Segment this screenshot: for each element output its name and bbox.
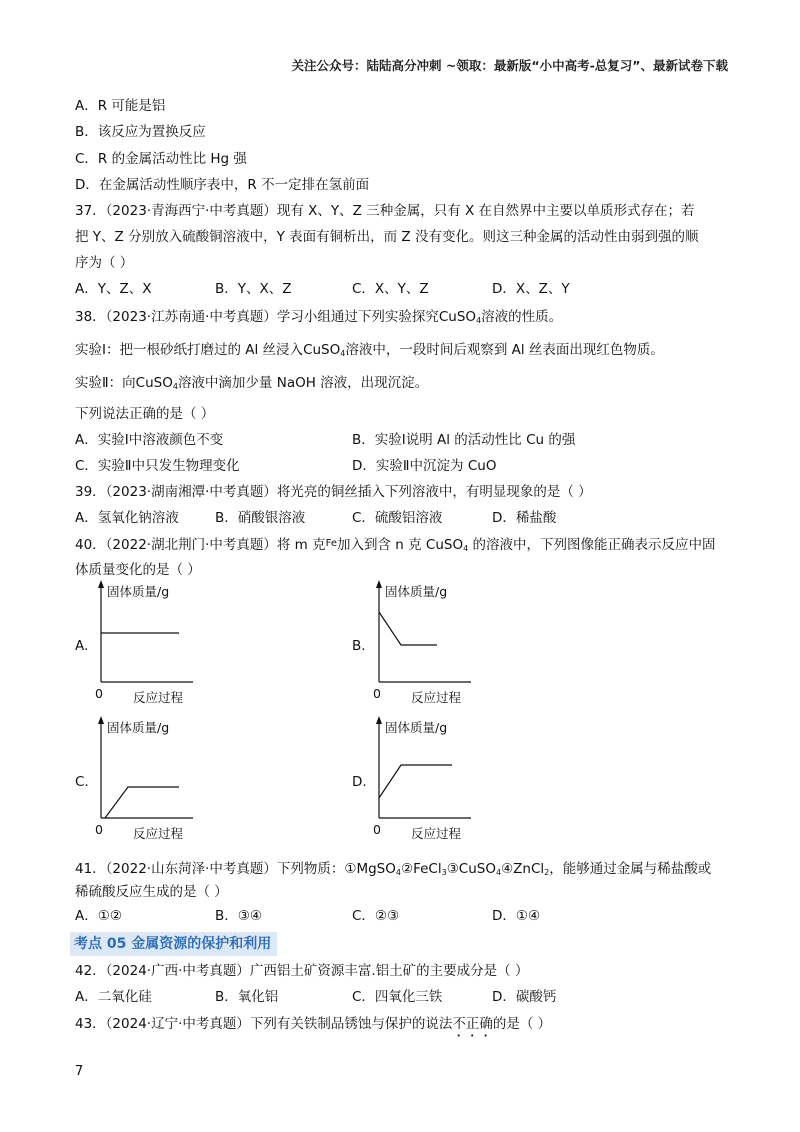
subscript: 4 bbox=[172, 382, 178, 391]
y-axis-label: 固体质量/g bbox=[107, 584, 170, 599]
q38-option-d: D．实验Ⅱ中沉淀为 CuO bbox=[352, 458, 497, 474]
graph-c-label: C. bbox=[75, 774, 89, 790]
q38-stem-pre: 38．（2023·江苏南通·中考真题）学习小组通过下列实验探究 bbox=[75, 309, 439, 325]
q38-option-b: B．实验Ⅰ说明 Al 的活动性比 Cu 的强 bbox=[352, 432, 576, 448]
q41-mid3: ④ZnCl bbox=[501, 861, 545, 877]
q41-option-d: D．①④ bbox=[492, 908, 541, 924]
page-number: 7 bbox=[75, 1064, 84, 1079]
q42-stem: 42．（2024·广西·中考真题）广西铝土矿资源丰富.铝土矿的主要成分是（ ） bbox=[75, 963, 529, 979]
q38-exp1-post: 溶液中，一段时间后观察到 Al 丝表面出现红色物质。 bbox=[345, 342, 664, 358]
q39-option-c: C．硫酸铝溶液 bbox=[352, 510, 443, 526]
graph-a bbox=[93, 576, 293, 706]
graph-b bbox=[371, 576, 571, 706]
q41-option-b: B．③④ bbox=[215, 908, 262, 924]
q40-stem-line1 bbox=[75, 535, 715, 558]
q43-stem bbox=[75, 1015, 551, 1040]
graph-d-label: D. bbox=[352, 774, 367, 790]
y-axis-label: 固体质量/g bbox=[385, 584, 448, 599]
q37-option-c: C．X、Y、Z bbox=[352, 281, 429, 297]
graph-b-svg bbox=[371, 576, 571, 706]
q38-stem bbox=[75, 308, 562, 330]
q41-mid2: ③CuSO bbox=[446, 861, 496, 877]
page-header: 关注公众号：陆陆高分冲刺 ~领取：最新版“小中高考-总复习”、最新试卷下载 bbox=[291, 58, 728, 73]
subscript: 4 bbox=[395, 868, 401, 877]
q37-stem-line2: 把 Y、Z 分别放入硫酸铜溶液中，Y 表面有铜析出，而 Z 没有变化。则这三种金属的活动性由弱到强的顺 bbox=[75, 229, 699, 245]
q43-stem-pre: 43．（2024·辽宁·中考真题）下列有关铁制品锈蚀与保护的说法 bbox=[75, 1016, 453, 1032]
subscript: 2 bbox=[544, 868, 550, 877]
q38-ask: 下列说法正确的是（ ） bbox=[75, 406, 215, 422]
q41-option-a: A．①② bbox=[75, 908, 122, 924]
q37-option-d: D．X、Z、Y bbox=[492, 281, 570, 297]
q41-option-c: C．②③ bbox=[352, 908, 400, 924]
graph-c-svg bbox=[93, 712, 293, 842]
q40-stem-pre: 40．（2022·湖北荆门·中考真题）将 m 克 bbox=[75, 537, 326, 553]
graph-c bbox=[93, 712, 293, 842]
subscript: 4 bbox=[340, 349, 346, 358]
q41-stem-post: ，能够通过金属与稀盐酸或 bbox=[549, 861, 712, 877]
cuso4-formula bbox=[136, 375, 178, 391]
curve-line bbox=[379, 765, 452, 798]
cuso-text: CuSO bbox=[303, 342, 341, 358]
q41-mid1: ②FeCl bbox=[400, 861, 442, 877]
y-axis-label: 固体质量/g bbox=[107, 720, 170, 735]
q38-option-a: A．实验Ⅰ中溶液颜色不变 bbox=[75, 432, 224, 448]
origin-label: 0 bbox=[95, 686, 103, 701]
graph-b-label: B. bbox=[352, 638, 366, 654]
graph-a-label: A. bbox=[75, 638, 89, 654]
cuso4-formula bbox=[439, 309, 481, 325]
q38-option-c: C．实验Ⅱ中只发生物理变化 bbox=[75, 458, 240, 474]
x-axis-label: 反应过程 bbox=[133, 826, 184, 841]
q42-option-b: B．氧化铝 bbox=[215, 989, 279, 1005]
subscript: 4 bbox=[476, 316, 482, 325]
q43-stem-post: 的是（ ） bbox=[492, 1016, 552, 1032]
q36-option-a: A．R 可能是铝 bbox=[75, 98, 166, 114]
cuso4-formula bbox=[303, 342, 345, 358]
q43-emphasis: 不正确 bbox=[452, 1016, 493, 1032]
q39-option-b: B．硝酸银溶液 bbox=[215, 510, 306, 526]
q38-exp2-post: 溶液中滴加少量 NaOH 溶液，出现沉淀。 bbox=[177, 375, 429, 391]
q40-stem-post: 的溶液中，下列图像能正确表示反应中固 bbox=[468, 537, 716, 553]
q37-stem-line3: 序为（ ） bbox=[75, 255, 134, 271]
origin-label: 0 bbox=[373, 822, 381, 837]
fe-symbol: Fe bbox=[325, 538, 337, 549]
q39-option-a: A．氢氧化钠溶液 bbox=[75, 510, 179, 526]
q37-option-b: B．Y、X、Z bbox=[215, 281, 292, 297]
q40-stem-mid: 加入到含 n 克 CuSO bbox=[336, 537, 464, 553]
q39-stem: 39．（2023·湖南湘潭·中考真题）将光亮的铜丝插入下列溶液中，有明显现象的是（ ） bbox=[75, 484, 592, 500]
curve-line bbox=[379, 612, 437, 645]
q42-option-d: D．碳酸钙 bbox=[492, 989, 557, 1005]
q38-experiment-2 bbox=[75, 374, 428, 396]
q38-exp1-pre: 实验Ⅰ：把一根砂纸打磨过的 Al 丝浸入 bbox=[75, 342, 304, 358]
graph-d bbox=[371, 712, 571, 842]
q36-option-c: C．R 的金属活动性比 Hg 强 bbox=[75, 151, 247, 167]
q40-stem-line2: 体质量变化的是（ ） bbox=[75, 562, 201, 578]
subscript: 4 bbox=[463, 544, 469, 553]
q41-stem-line1 bbox=[75, 860, 711, 882]
q36-option-d: D．在金属活动性顺序表中，R 不一定排在氢前面 bbox=[75, 177, 370, 193]
q36-option-b: B．该反应为置换反应 bbox=[75, 124, 206, 140]
q37-stem-line1: 37．（2023·青海西宁·中考真题）现有 X、Y、Z 三种金属，只有 X 在自然界中主要以单质形式存在；若 bbox=[75, 203, 695, 219]
q38-stem-post: 溶液的性质。 bbox=[481, 309, 563, 325]
q38-experiment-1 bbox=[75, 341, 664, 363]
q38-exp2-pre: 实验Ⅱ：向 bbox=[75, 375, 136, 391]
x-axis-label: 反应过程 bbox=[411, 826, 462, 841]
graph-a-svg bbox=[93, 576, 293, 706]
q42-option-c: C．四氧化三铁 bbox=[352, 989, 443, 1005]
graph-d-svg bbox=[371, 712, 571, 842]
q41-stem-pre: 41．（2022·山东菏泽·中考真题）下列物质：①MgSO bbox=[75, 861, 396, 877]
cuso-text: CuSO bbox=[135, 375, 173, 391]
cuso-text: CuSO bbox=[438, 309, 477, 325]
curve-line bbox=[105, 787, 179, 818]
q39-option-d: D．稀盐酸 bbox=[492, 510, 557, 526]
origin-label: 0 bbox=[373, 686, 381, 701]
q37-option-a: A．Y、Z、X bbox=[75, 281, 152, 297]
origin-label: 0 bbox=[95, 822, 103, 837]
q41-stem-line2: 稀硫酸反应生成的是（ ） bbox=[75, 884, 228, 900]
subscript: 3 bbox=[441, 868, 447, 877]
x-axis-label: 反应过程 bbox=[411, 690, 462, 705]
subscript: 4 bbox=[495, 868, 502, 877]
x-axis-label: 反应过程 bbox=[133, 690, 184, 705]
q42-option-a: A．二氧化硅 bbox=[75, 989, 152, 1005]
section-heading: 考点 05 金属资源的保护和利用 bbox=[70, 932, 277, 956]
y-axis-label: 固体质量/g bbox=[385, 720, 448, 735]
